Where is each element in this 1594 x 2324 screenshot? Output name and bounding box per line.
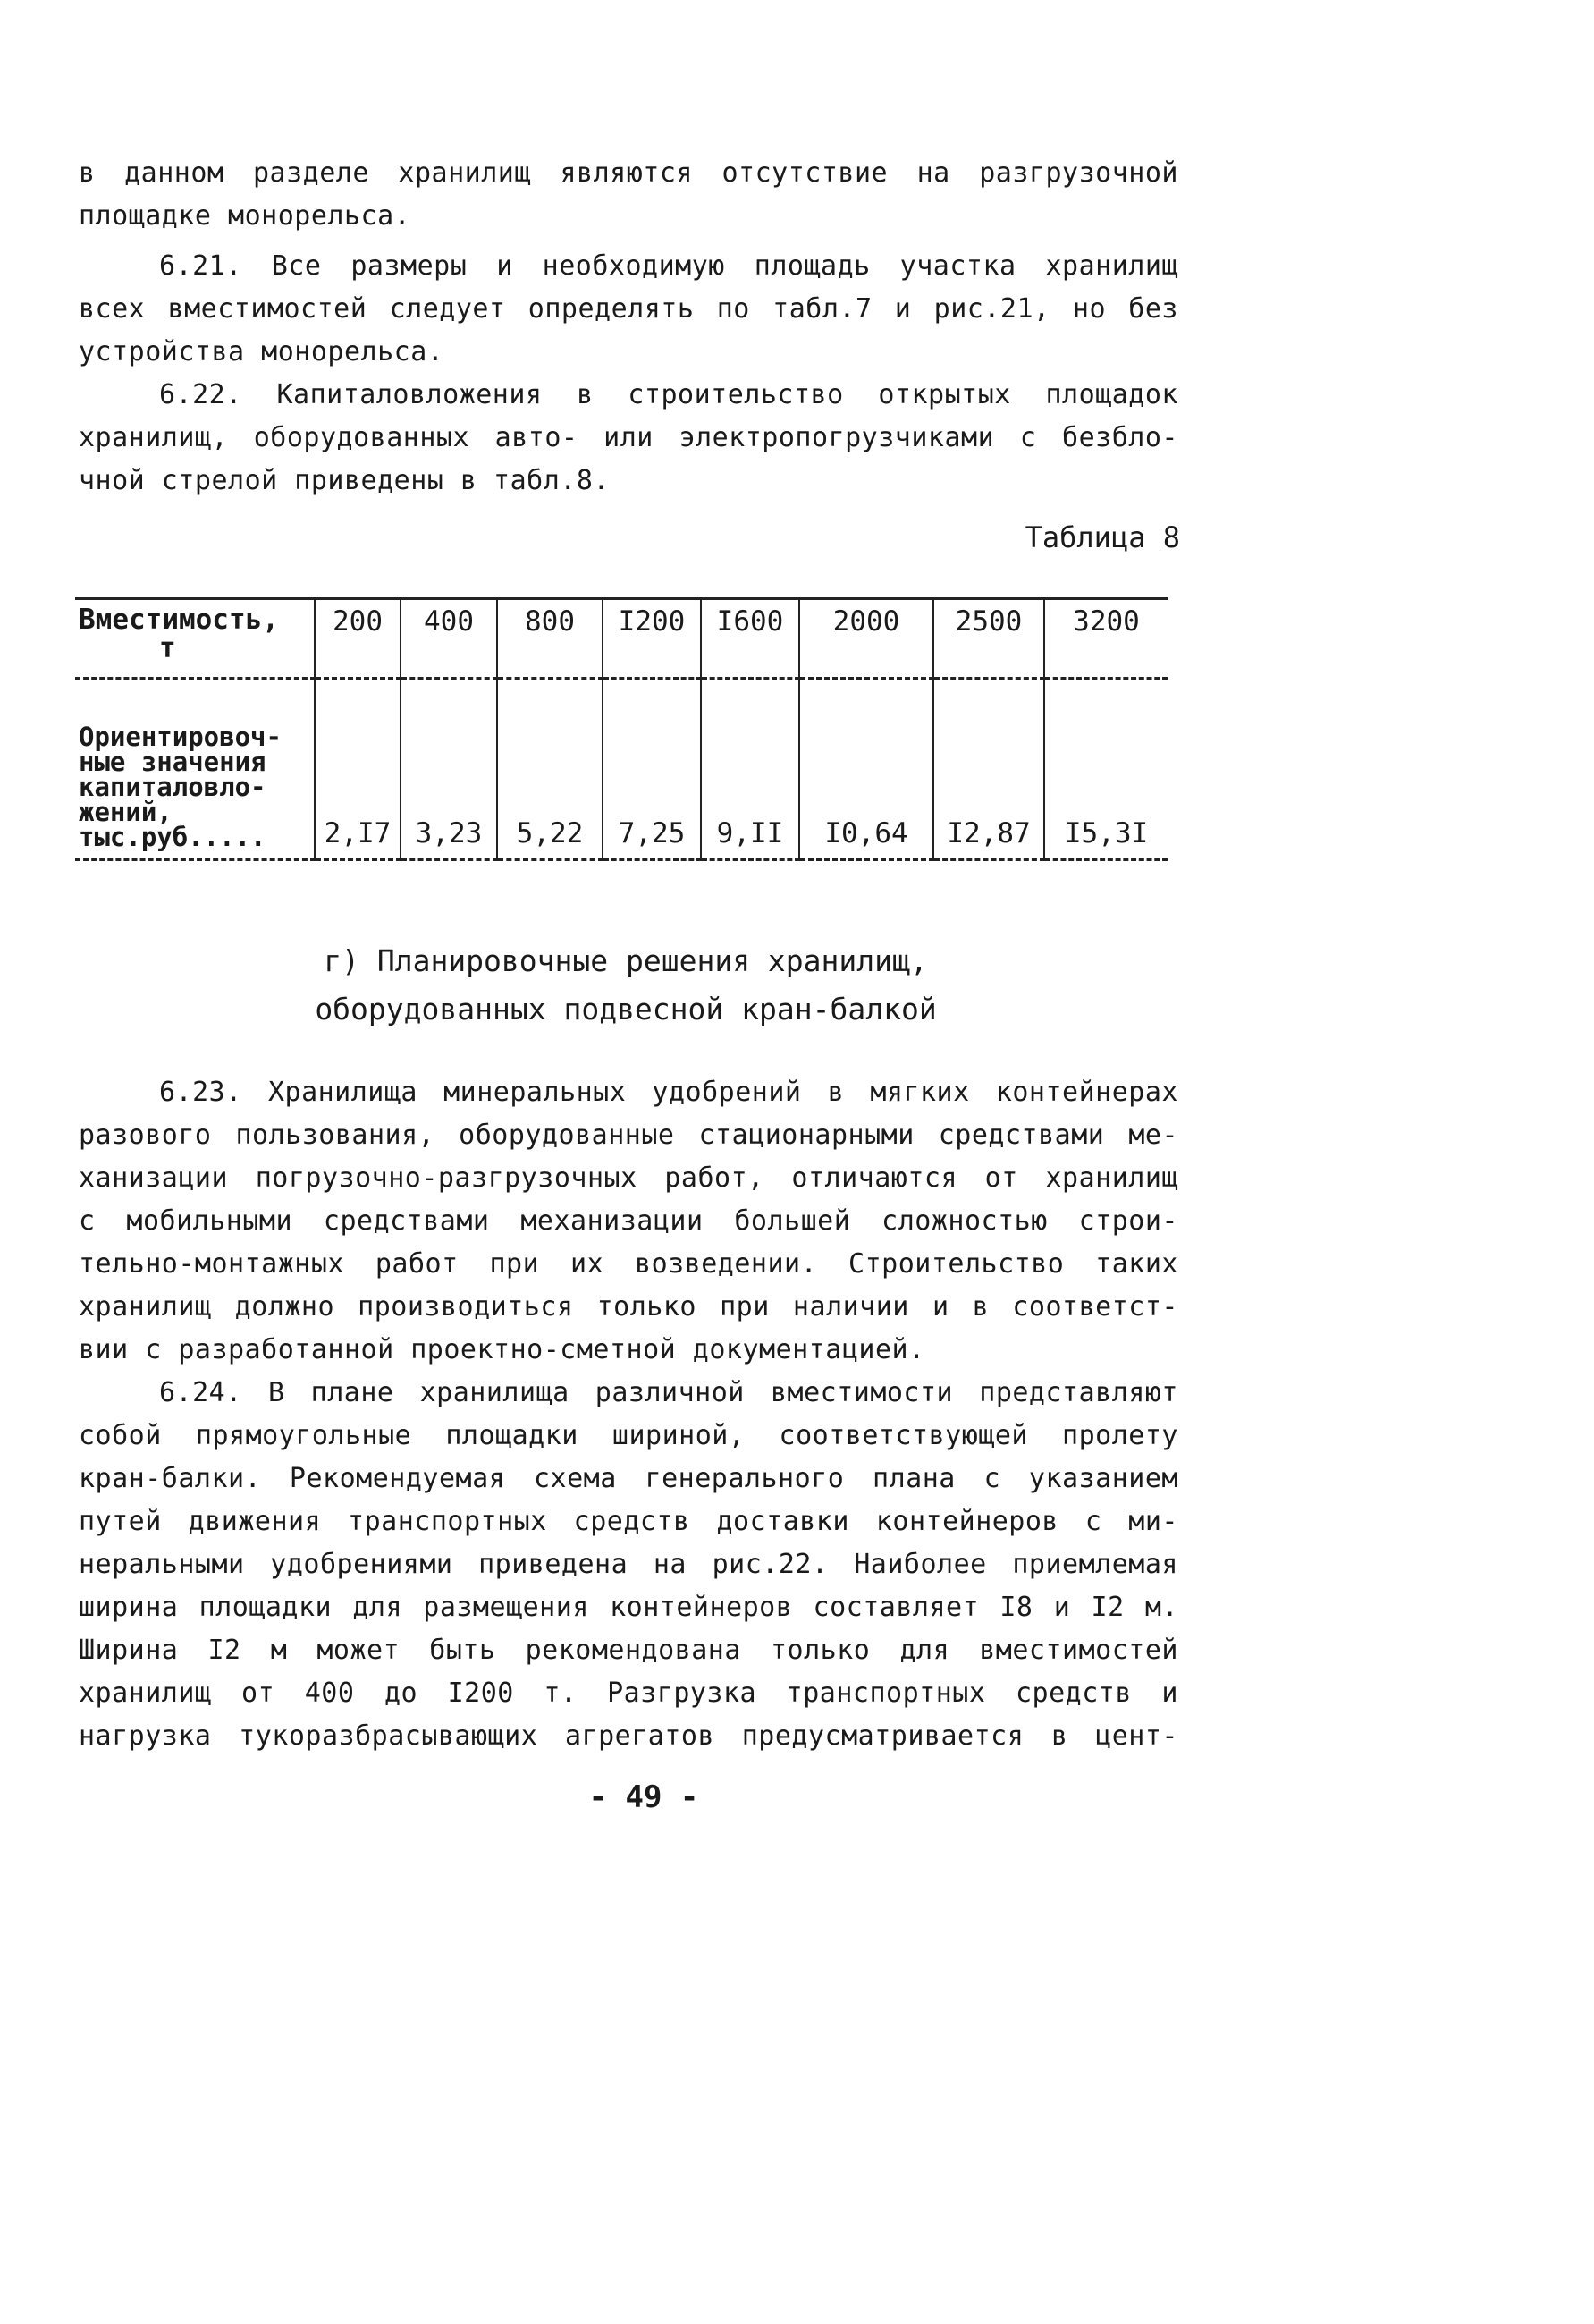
subheading-line: г) Планировочные решения хранилищ, — [324, 943, 928, 978]
text-line: хранилищ, оборудованных авто- или электропогрузчиками с безбло- — [79, 422, 1178, 453]
text-line: разового пользования, оборудованные стационарными средствами ме- — [79, 1120, 1178, 1151]
paragraph-6-21 — [79, 245, 1178, 374]
text-line: вии с разработанной проектно-сметной документацией. — [79, 1334, 925, 1365]
table-8 — [75, 597, 1168, 861]
paragraph-6-24 — [79, 1372, 1178, 1758]
capacity-cell: I600 — [701, 599, 799, 679]
value-cell: 9,II — [701, 679, 799, 860]
text-line: путей движения транспортных средств доставки контейнеров с ми- — [79, 1506, 1178, 1537]
value-cell: I5,3I — [1044, 679, 1168, 860]
row-label-line: Ориентировоч- — [79, 722, 282, 752]
capacity-cell: 200 — [315, 599, 401, 679]
value-cell: 2,I7 — [315, 679, 401, 860]
header-label-cell — [75, 599, 315, 679]
text-line: устройства монорельса. — [79, 336, 444, 368]
text-line: в данном разделе хранилищ являются отсутствие на разгрузочной — [79, 157, 1178, 189]
capacity-cell: 2500 — [933, 599, 1044, 679]
row-label-line: жений, — [79, 797, 173, 827]
header-label: Вместимость, — [79, 604, 279, 636]
table-value-row — [75, 679, 1168, 860]
text-line: тельно-монтажных работ при их возведении. Строительство таких — [79, 1248, 1178, 1280]
text-line: кран-балки. Рекомендуемая схема генерального плана с указанием — [79, 1463, 1178, 1494]
capacity-cell: 800 — [497, 599, 603, 679]
text-line: ханизации погрузочно-разгрузочных работ, отличаются от хранилищ — [79, 1162, 1178, 1194]
header-unit: т — [159, 632, 176, 664]
text-line: хранилищ должно производиться только при наличии и в соответст- — [79, 1291, 1178, 1323]
capacity-cell: I200 — [603, 599, 701, 679]
table-caption: Таблица 8 — [1025, 520, 1180, 554]
capacity-cell: 2000 — [799, 599, 933, 679]
text-line: неральными удобрениями приведена на рис.22. Наиболее приемлемая — [79, 1549, 1178, 1580]
capital-investment-table — [75, 597, 1168, 861]
subheading-line: оборудованных подвесной кран-балкой — [315, 992, 937, 1027]
page-number: - 49 - — [588, 1779, 699, 1815]
value-cell: I0,64 — [799, 679, 933, 860]
text-line: 6.23. Хранилища минеральных удобрений в мягких контейнерах — [159, 1077, 1178, 1108]
text-line: чной стрелой приведены в табл.8. — [79, 465, 610, 496]
text-line: Ширина I2 м может быть рекомендована только для вместимостей — [79, 1635, 1178, 1666]
row-label-line: капиталовло- — [79, 772, 266, 802]
text-line: 6.22. Капиталовложения в строительство открытых площадок — [159, 379, 1178, 410]
text-line: 6.24. В плане хранилища различной вместимости представляют — [159, 1377, 1178, 1408]
paragraph-6-23 — [79, 1071, 1178, 1372]
text-line: 6.21. Все размеры и необходимую площадь участка хранилищ — [159, 250, 1178, 282]
text-line: всех вместимостей следует определять по табл.7 и рис.21, но без — [79, 293, 1178, 325]
paragraph-intro — [79, 152, 1178, 238]
row-label-cell — [75, 679, 315, 860]
value-cell: 3,23 — [401, 679, 497, 860]
capacity-cell: 3200 — [1044, 599, 1168, 679]
capacity-cell: 400 — [401, 599, 497, 679]
text-line: собой прямоугольные площадки шириной, соответствующей пролету — [79, 1420, 1178, 1451]
text-line: с мобильными средствами механизации большей сложностью строи- — [79, 1205, 1178, 1237]
value-cell: I2,87 — [933, 679, 1044, 860]
row-label-line: тыс.руб..... — [79, 822, 266, 852]
row-label-line: ные значения — [79, 747, 266, 777]
paragraph-6-22 — [79, 374, 1178, 503]
value-cell: 7,25 — [603, 679, 701, 860]
text-line: хранилищ от 400 до I200 т. Разгрузка транспортных средств и — [79, 1678, 1178, 1709]
text-line: площадке монорельса. — [79, 200, 411, 232]
text-line: нагрузка тукоразбрасывающих агрегатов предусматривается в цент- — [79, 1720, 1178, 1752]
table-header-row — [75, 599, 1168, 679]
value-cell: 5,22 — [497, 679, 603, 860]
text-line: ширина площадки для размещения контейнеров составляет I8 и I2 м. — [79, 1592, 1178, 1623]
